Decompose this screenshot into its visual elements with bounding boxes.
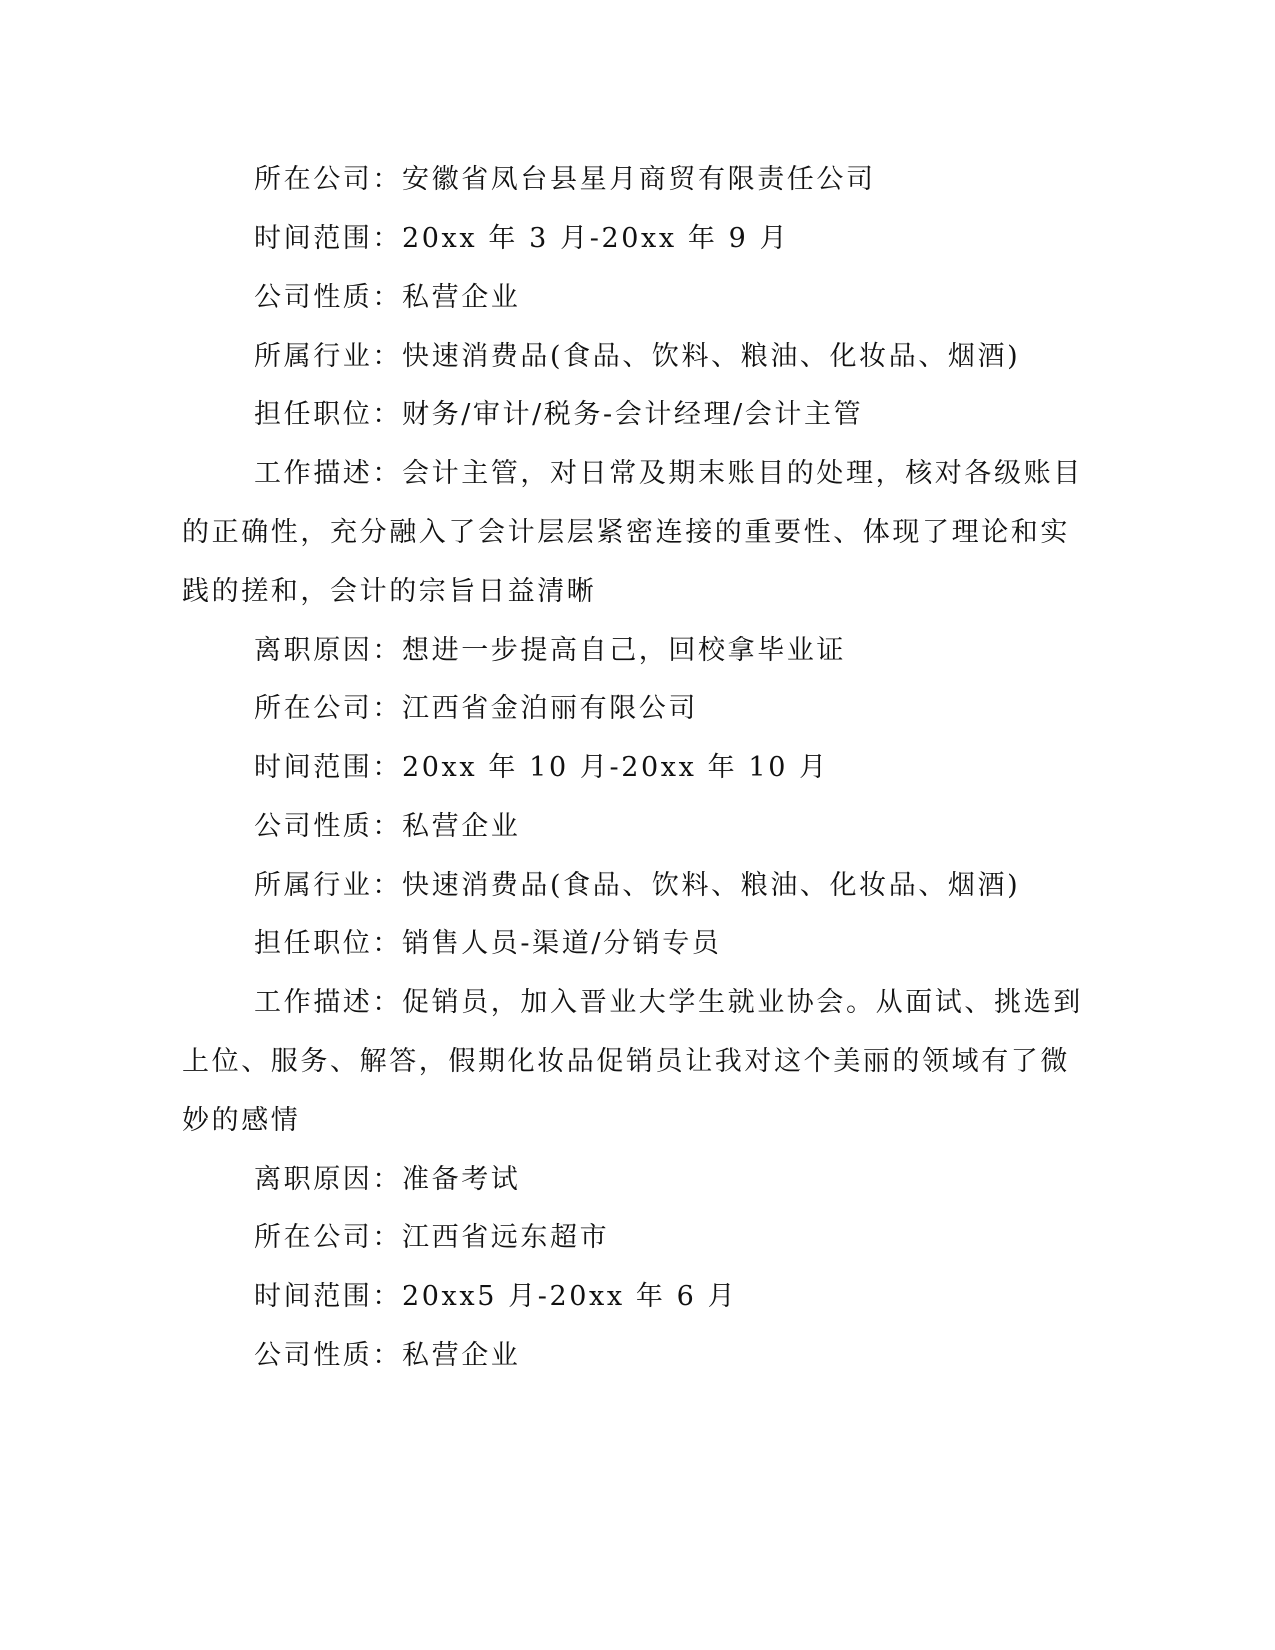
period-line-2: 时间范围：20xx 年 10 月-20xx 年 10 月 (254, 752, 829, 783)
description-line-1c: 践的搓和，会计的宗旨日益清晰 (182, 576, 597, 607)
leave-reason-line-2: 离职原因：准备考试 (254, 1164, 521, 1195)
period-line-1: 时间范围：20xx 年 3 月-20xx 年 9 月 (254, 223, 790, 254)
company-type-line-1: 公司性质：私营企业 (254, 282, 521, 313)
position-line-2: 担任职位：销售人员-渠道/分销专员 (254, 928, 722, 959)
description-line-2b: 上位、服务、解答，假期化妆品促销员让我对这个美丽的领域有了微 (182, 1046, 1070, 1077)
company-line-2: 所在公司：江西省金泊丽有限公司 (254, 693, 698, 724)
company-type-line-3: 公司性质：私营企业 (254, 1340, 521, 1371)
industry-line-2: 所属行业：快速消费品(食品、饮料、粮油、化妆品、烟酒) (254, 870, 1021, 901)
leave-reason-line-1: 离职原因：想进一步提高自己，回校拿毕业证 (254, 635, 846, 666)
description-line-2c: 妙的感情 (182, 1105, 301, 1136)
position-line-1: 担任职位：财务/审计/税务-会计经理/会计主管 (254, 399, 864, 430)
company-line-1: 所在公司：安徽省凤台县星月商贸有限责任公司 (254, 164, 876, 195)
industry-line-1: 所属行业：快速消费品(食品、饮料、粮油、化妆品、烟酒) (254, 341, 1021, 372)
company-type-line-2: 公司性质：私营企业 (254, 811, 521, 842)
description-line-2a: 工作描述：促销员，加入晋业大学生就业协会。从面试、挑选到 (254, 987, 1083, 1018)
description-line-1b: 的正确性，充分融入了会计层层紧密连接的重要性、体现了理论和实 (182, 517, 1070, 548)
period-line-3: 时间范围：20xx5 月-20xx 年 6 月 (254, 1281, 738, 1312)
description-line-1a: 工作描述：会计主管，对日常及期末账目的处理，核对各级账目 (254, 458, 1083, 489)
company-line-3: 所在公司：江西省远东超市 (254, 1222, 610, 1253)
